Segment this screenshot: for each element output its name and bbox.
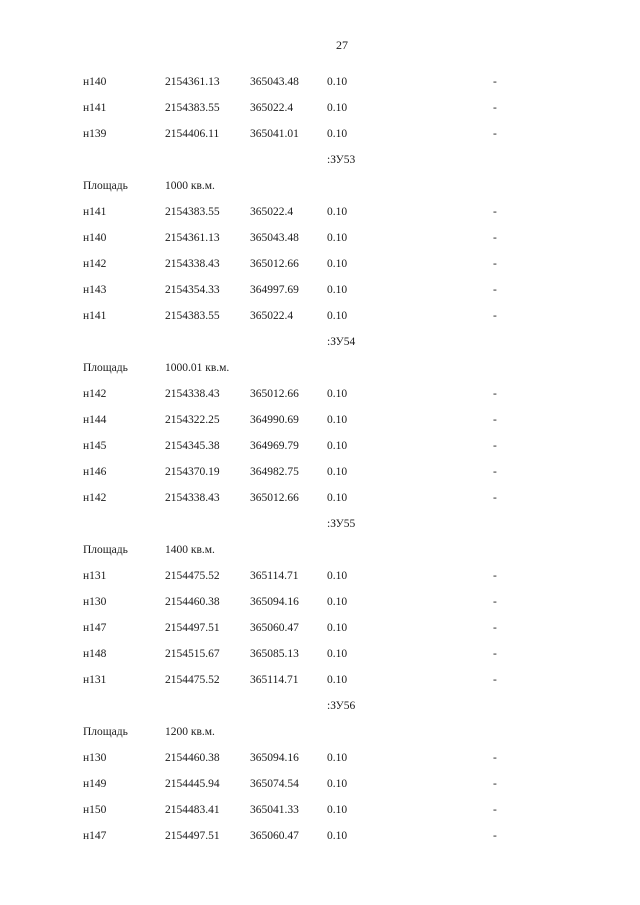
coordinate-x: 2154515.67 — [165, 648, 220, 660]
coordinate-row — [0, 228, 640, 254]
coordinate-x: 2154361.13 — [165, 232, 220, 244]
tolerance-value: 0.10 — [327, 128, 348, 140]
coordinate-row — [0, 592, 640, 618]
coordinate-row — [0, 306, 640, 332]
parcel-label: :ЗУ53 — [327, 154, 356, 166]
empty-value-dash: - — [493, 232, 497, 244]
coordinate-row — [0, 124, 640, 150]
tolerance-value: 0.10 — [327, 596, 348, 608]
tolerance-value: 0.10 — [327, 492, 348, 504]
point-id: н130 — [83, 752, 107, 764]
area-row — [0, 540, 640, 566]
area-row — [0, 176, 640, 202]
coordinate-y: 364969.79 — [250, 440, 299, 452]
tolerance-value: 0.10 — [327, 778, 348, 790]
point-id: н131 — [83, 570, 107, 582]
coordinate-row — [0, 644, 640, 670]
empty-value-dash: - — [493, 388, 497, 400]
empty-value-dash: - — [493, 648, 497, 660]
point-id: н144 — [83, 414, 107, 426]
empty-value-dash: - — [493, 596, 497, 608]
point-id: н130 — [83, 596, 107, 608]
area-row — [0, 358, 640, 384]
area-value: 1400 кв.м. — [165, 544, 215, 556]
coordinate-row — [0, 618, 640, 644]
coordinate-y: 364982.75 — [250, 466, 299, 478]
coordinate-y: 365022.4 — [250, 310, 294, 322]
parcel-label: :ЗУ56 — [327, 700, 356, 712]
coordinate-row — [0, 410, 640, 436]
tolerance-value: 0.10 — [327, 830, 348, 842]
area-label: Площадь — [83, 362, 128, 374]
empty-value-dash: - — [493, 440, 497, 452]
empty-value-dash: - — [493, 284, 497, 296]
coordinate-x: 2154370.19 — [165, 466, 220, 478]
coordinate-x: 2154338.43 — [165, 258, 220, 270]
point-id: н142 — [83, 258, 107, 270]
coordinate-y: 365060.47 — [250, 622, 299, 634]
coordinate-x: 2154345.38 — [165, 440, 220, 452]
coordinate-row — [0, 436, 640, 462]
coordinate-x: 2154406.11 — [165, 128, 220, 140]
parcel-label: :ЗУ55 — [327, 518, 356, 530]
coordinate-y: 365022.4 — [250, 206, 294, 218]
coordinate-y: 365074.54 — [250, 778, 299, 790]
coordinate-row — [0, 748, 640, 774]
empty-value-dash: - — [493, 102, 497, 114]
coordinate-y: 365094.16 — [250, 752, 299, 764]
coordinate-x: 2154322.25 — [165, 414, 220, 426]
tolerance-value: 0.10 — [327, 310, 348, 322]
point-id: н141 — [83, 310, 107, 322]
point-id: н147 — [83, 622, 107, 634]
coordinate-x: 2154354.33 — [165, 284, 220, 296]
empty-value-dash: - — [493, 466, 497, 478]
coordinate-y: 365012.66 — [250, 388, 299, 400]
empty-value-dash: - — [493, 622, 497, 634]
coordinate-row — [0, 774, 640, 800]
point-id: н143 — [83, 284, 107, 296]
point-id: н141 — [83, 102, 107, 114]
tolerance-value: 0.10 — [327, 622, 348, 634]
tolerance-value: 0.10 — [327, 102, 348, 114]
coordinate-y: 365043.48 — [250, 232, 299, 244]
tolerance-value: 0.10 — [327, 752, 348, 764]
coordinate-x: 2154338.43 — [165, 388, 220, 400]
parcel-header — [0, 696, 640, 722]
parcel-header — [0, 514, 640, 540]
point-id: н140 — [83, 76, 107, 88]
tolerance-value: 0.10 — [327, 648, 348, 660]
parcel-header — [0, 332, 640, 358]
tolerance-value: 0.10 — [327, 674, 348, 686]
point-id: н145 — [83, 440, 107, 452]
empty-value-dash: - — [493, 830, 497, 842]
coordinate-x: 2154497.51 — [165, 622, 220, 634]
coordinate-row — [0, 462, 640, 488]
tolerance-value: 0.10 — [327, 570, 348, 582]
empty-value-dash: - — [493, 128, 497, 140]
coordinate-row — [0, 488, 640, 514]
empty-value-dash: - — [493, 414, 497, 426]
tolerance-value: 0.10 — [327, 440, 348, 452]
empty-value-dash: - — [493, 674, 497, 686]
coordinate-y: 365085.13 — [250, 648, 299, 660]
coordinate-row — [0, 826, 640, 852]
coordinate-x: 2154460.38 — [165, 596, 220, 608]
parcel-header — [0, 150, 640, 176]
empty-value-dash: - — [493, 76, 497, 88]
point-id: н140 — [83, 232, 107, 244]
coordinate-row — [0, 566, 640, 592]
tolerance-value: 0.10 — [327, 206, 348, 218]
point-id: н148 — [83, 648, 107, 660]
tolerance-value: 0.10 — [327, 414, 348, 426]
empty-value-dash: - — [493, 804, 497, 816]
coordinate-x: 2154383.55 — [165, 102, 220, 114]
point-id: н142 — [83, 492, 107, 504]
coordinate-row — [0, 254, 640, 280]
coordinate-x: 2154445.94 — [165, 778, 220, 790]
area-value: 1200 кв.м. — [165, 726, 215, 738]
coordinate-y: 365114.71 — [250, 570, 299, 582]
empty-value-dash: - — [493, 570, 497, 582]
coordinate-x: 2154338.43 — [165, 492, 220, 504]
area-value: 1000.01 кв.м. — [165, 362, 230, 374]
tolerance-value: 0.10 — [327, 76, 348, 88]
tolerance-value: 0.10 — [327, 284, 348, 296]
point-id: н142 — [83, 388, 107, 400]
coordinate-y: 365012.66 — [250, 492, 299, 504]
point-id: н131 — [83, 674, 107, 686]
coordinate-x: 2154475.52 — [165, 570, 220, 582]
coordinate-row — [0, 670, 640, 696]
coordinate-x: 2154361.13 — [165, 76, 220, 88]
coordinate-y: 365041.33 — [250, 804, 299, 816]
coordinate-y: 365043.48 — [250, 76, 299, 88]
point-id: н141 — [83, 206, 107, 218]
area-label: Площадь — [83, 180, 128, 192]
empty-value-dash: - — [493, 492, 497, 504]
coordinate-y: 365022.4 — [250, 102, 294, 114]
empty-value-dash: - — [493, 778, 497, 790]
coordinate-row — [0, 800, 640, 826]
tolerance-value: 0.10 — [327, 804, 348, 816]
coordinate-row — [0, 384, 640, 410]
point-id: н150 — [83, 804, 107, 816]
coordinate-x: 2154383.55 — [165, 310, 220, 322]
coordinate-y: 365094.16 — [250, 596, 299, 608]
empty-value-dash: - — [493, 258, 497, 270]
tolerance-value: 0.10 — [327, 258, 348, 270]
coordinate-x: 2154497.51 — [165, 830, 220, 842]
empty-value-dash: - — [493, 310, 497, 322]
empty-value-dash: - — [493, 752, 497, 764]
parcel-label: :ЗУ54 — [327, 336, 356, 348]
coordinate-y: 365012.66 — [250, 258, 299, 270]
coordinate-row — [0, 72, 640, 98]
page-number: 27 — [336, 38, 348, 52]
point-id: н146 — [83, 466, 107, 478]
tolerance-value: 0.10 — [327, 232, 348, 244]
tolerance-value: 0.10 — [327, 466, 348, 478]
coordinate-x: 2154460.38 — [165, 752, 220, 764]
coordinate-y: 364990.69 — [250, 414, 299, 426]
point-id: н147 — [83, 830, 107, 842]
coordinate-y: 365041.01 — [250, 128, 299, 140]
area-row — [0, 722, 640, 748]
coordinate-x: 2154475.52 — [165, 674, 220, 686]
coordinate-x: 2154483.41 — [165, 804, 220, 816]
point-id: н139 — [83, 128, 107, 140]
tolerance-value: 0.10 — [327, 388, 348, 400]
coordinate-row — [0, 280, 640, 306]
coordinate-row — [0, 98, 640, 124]
coordinate-list — [0, 72, 640, 852]
coordinate-row — [0, 202, 640, 228]
coordinate-y: 365114.71 — [250, 674, 299, 686]
area-label: Площадь — [83, 544, 128, 556]
coordinate-y: 365060.47 — [250, 830, 299, 842]
area-value: 1000 кв.м. — [165, 180, 215, 192]
area-label: Площадь — [83, 726, 128, 738]
point-id: н149 — [83, 778, 107, 790]
empty-value-dash: - — [493, 206, 497, 218]
coordinate-y: 364997.69 — [250, 284, 299, 296]
coordinate-x: 2154383.55 — [165, 206, 220, 218]
